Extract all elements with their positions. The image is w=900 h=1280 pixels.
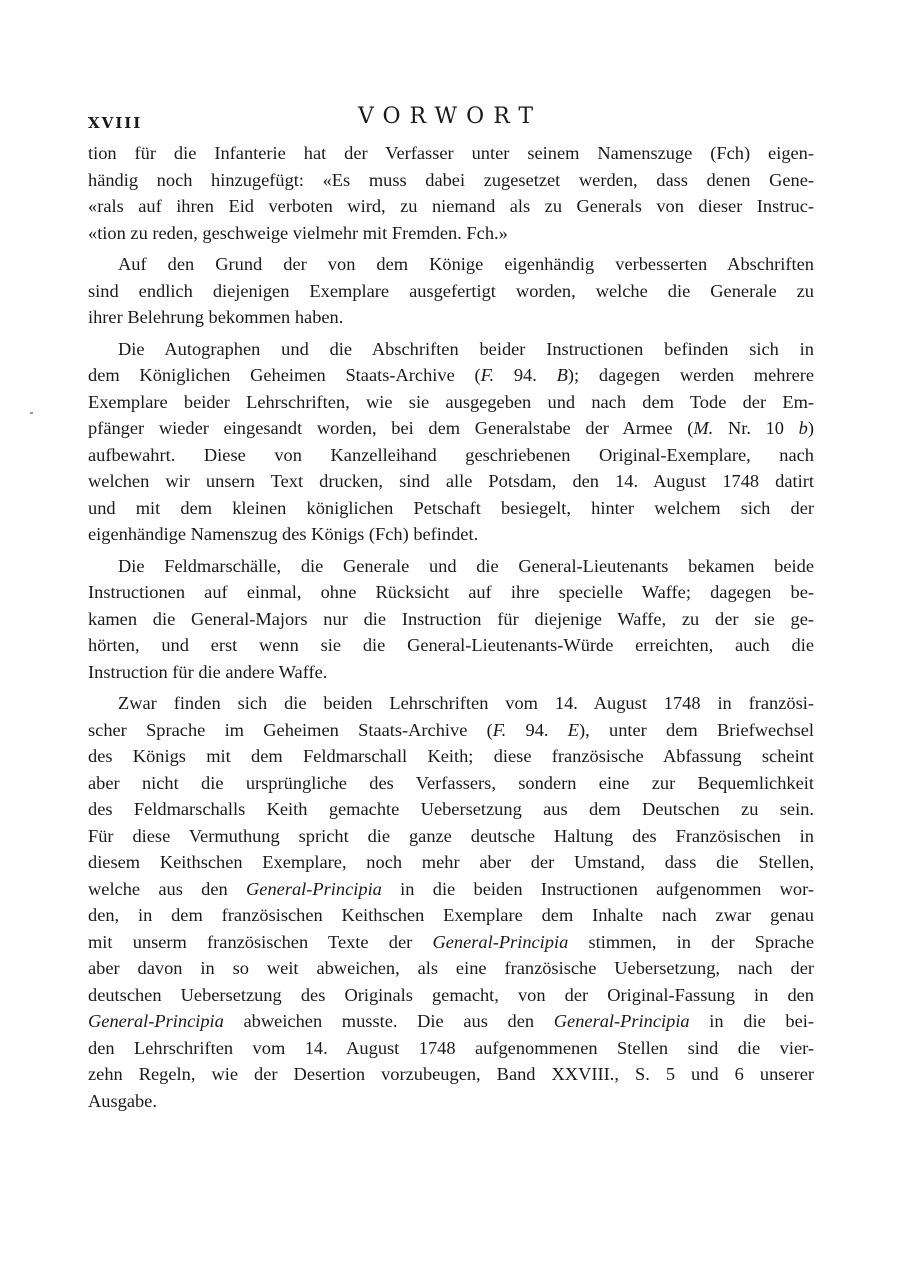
text-run: scher Sprache im Geheimen Staats-Archive ( — [88, 719, 493, 740]
text-line — [88, 579, 814, 606]
margin-speck — [30, 412, 33, 414]
text-line — [88, 1061, 814, 1088]
text-run: welchen wir unsern Text drucken, sind alle Potsdam, den 14. August 1748 datirt — [88, 471, 814, 491]
text-run: Die Feldmarschälle, die Generale und die General-Lieutenants bekamen beide — [118, 555, 814, 576]
text-line — [88, 717, 814, 744]
text-line — [88, 140, 814, 167]
text-run: ); dagegen werden mehrere — [567, 365, 815, 385]
text-run: aber davon in so weit abweichen, als eine französische Uebersetzung, nach der — [88, 958, 814, 978]
text-line — [88, 304, 814, 331]
italic-text: General-Principia — [432, 931, 569, 952]
italic-text: General-Principia — [246, 878, 382, 899]
text-line — [88, 468, 814, 495]
text-line — [88, 521, 814, 548]
text-run: Die Autographen und die Abschriften beider Instructionen befinden sich in — [118, 338, 814, 359]
text-line — [88, 220, 814, 247]
text-line — [88, 690, 814, 717]
text-line — [88, 553, 814, 580]
text-run: Instruction für die andere Waffe. — [88, 661, 328, 682]
text-line — [88, 955, 814, 982]
italic-text: M. — [693, 418, 714, 438]
running-head: VORWORT — [357, 104, 543, 129]
text-run: hörten, und erst wenn sie die General-Lieutenants-Würde erreichten, auch die — [88, 635, 814, 655]
text-line — [88, 632, 814, 659]
text-run: des Feldmarschalls Keith gemachte Uebersetzung aus dem Deutschen zu sein. — [88, 799, 814, 819]
text-line — [88, 442, 814, 469]
text-line — [88, 823, 814, 850]
text-line — [88, 167, 814, 194]
text-run: aber nicht die ursprüngliche des Verfassers, sondern eine zur Bequemlichkeit — [88, 772, 814, 793]
text-run: des Königs mit dem Feldmarschall Keith; diese französische Abfassung scheint — [88, 746, 814, 766]
text-line — [88, 902, 814, 929]
text-run: in die beiden Instructionen aufgenommen wor- — [381, 878, 814, 899]
text-run: kamen die General-Majors nur die Instruction für diejenige Waffe, zu der sie ge- — [88, 608, 814, 629]
text-line — [88, 278, 814, 305]
text-line — [88, 362, 814, 389]
text-line — [88, 982, 814, 1009]
text-line — [88, 1088, 814, 1115]
text-run: Für diese Vermuthung spricht die ganze deutsche Haltung des Französischen in — [88, 825, 814, 846]
text-line — [88, 659, 814, 686]
text-run: «tion zu reden, geschweige vielmehr mit Fremden. Fch.» — [88, 222, 508, 243]
text-line — [88, 193, 814, 220]
text-run: ihrer Belehrung bekommen haben. — [88, 307, 344, 327]
text-run: aufbewahrt. Diese von Kanzelleihand geschriebenen Original-Exemplare, nach — [88, 444, 814, 465]
text-line — [88, 876, 814, 903]
body-text — [88, 140, 814, 1114]
text-line — [88, 770, 814, 797]
text-line — [88, 849, 814, 876]
text-line — [88, 495, 814, 522]
text-run: Zwar finden sich die beiden Lehrschriften vom 14. August 1748 in französi- — [118, 693, 814, 713]
text-run: tion für die Infanterie hat der Verfasser unter seinem Namenszuge (Fch) eigen- — [88, 143, 814, 163]
text-run: pfänger wieder eingesandt worden, bei dem Generalstabe der Armee ( — [88, 418, 694, 438]
page-number: XVIII — [88, 114, 143, 132]
text-line — [88, 796, 814, 823]
italic-text: B — [556, 365, 568, 385]
text-run: und mit dem kleinen königlichen Petschaft besiegelt, hinter welchem sich der — [88, 497, 814, 518]
text-run: ), unter dem Briefwechsel — [579, 719, 815, 740]
text-run: zehn Regeln, wie der Desertion vorzubeugen, Band XXVIII., S. 5 und 6 unserer — [88, 1064, 814, 1084]
text-line — [88, 389, 814, 416]
text-run: Exemplare beider Lehrschriften, wie sie ausgegeben und nach dem Tode der Em- — [88, 391, 814, 412]
text-line — [88, 1008, 814, 1035]
text-run: den, in dem französischen Keithschen Exemplare dem Inhalte nach zwar genau — [88, 905, 814, 925]
italic-text: b — [798, 418, 808, 438]
text-run: dem Königlichen Geheimen Staats-Archive ( — [88, 365, 481, 385]
text-run: Ausgabe. — [88, 1090, 157, 1111]
text-run: abweichen musste. Die aus den — [223, 1011, 554, 1031]
text-run: diesem Keithschen Exemplare, noch mehr aber der Umstand, dass die Stellen, — [88, 852, 814, 872]
text-run: eigenhändige Namenszug des Königs (Fch) befindet. — [88, 524, 479, 544]
italic-text: General-Principia — [88, 1011, 224, 1031]
text-run: welche aus den — [88, 878, 247, 899]
text-run: «rals auf ihren Eid verboten wird, zu niemand als zu Generals von dieser Instruc- — [88, 196, 814, 216]
text-line — [88, 929, 814, 956]
text-run: in die bei- — [689, 1011, 814, 1031]
text-run: 94. — [494, 365, 557, 385]
text-line — [88, 415, 814, 442]
italic-text: General-Principia — [553, 1011, 690, 1031]
text-run: stimmen, in der Sprache — [568, 931, 815, 952]
text-run: Nr. 10 — [713, 418, 799, 438]
text-line — [88, 251, 814, 278]
text-run: deutschen Uebersetzung des Originals gemacht, von der Original-Fassung in den — [88, 984, 814, 1005]
text-run: den Lehrschriften vom 14. August 1748 aufgenommenen Stellen sind die vier- — [88, 1037, 814, 1058]
text-line — [88, 336, 814, 363]
text-line — [88, 743, 814, 770]
text-line — [88, 606, 814, 633]
text-run: Auf den Grund der von dem Könige eigenhändig verbesserten Abschriften — [118, 254, 814, 274]
text-run: mit unserm französischen Texte der — [88, 931, 433, 952]
italic-text: F. — [492, 719, 507, 740]
text-run: sind endlich diejenigen Exemplare ausgefertigt worden, welche die Generale zu — [88, 280, 814, 301]
text-run: Instructionen auf einmal, ohne Rücksicht auf ihre specielle Waffe; dagegen be- — [88, 582, 814, 602]
italic-text: E — [567, 719, 580, 740]
text-run: 94. — [506, 719, 568, 740]
text-line — [88, 1035, 814, 1062]
italic-text: F. — [480, 365, 495, 385]
text-run: händig noch hinzugefügt: «Es muss dabei zugesetzet werden, dass denen Gene- — [88, 169, 814, 190]
text-run: ) — [807, 418, 814, 438]
